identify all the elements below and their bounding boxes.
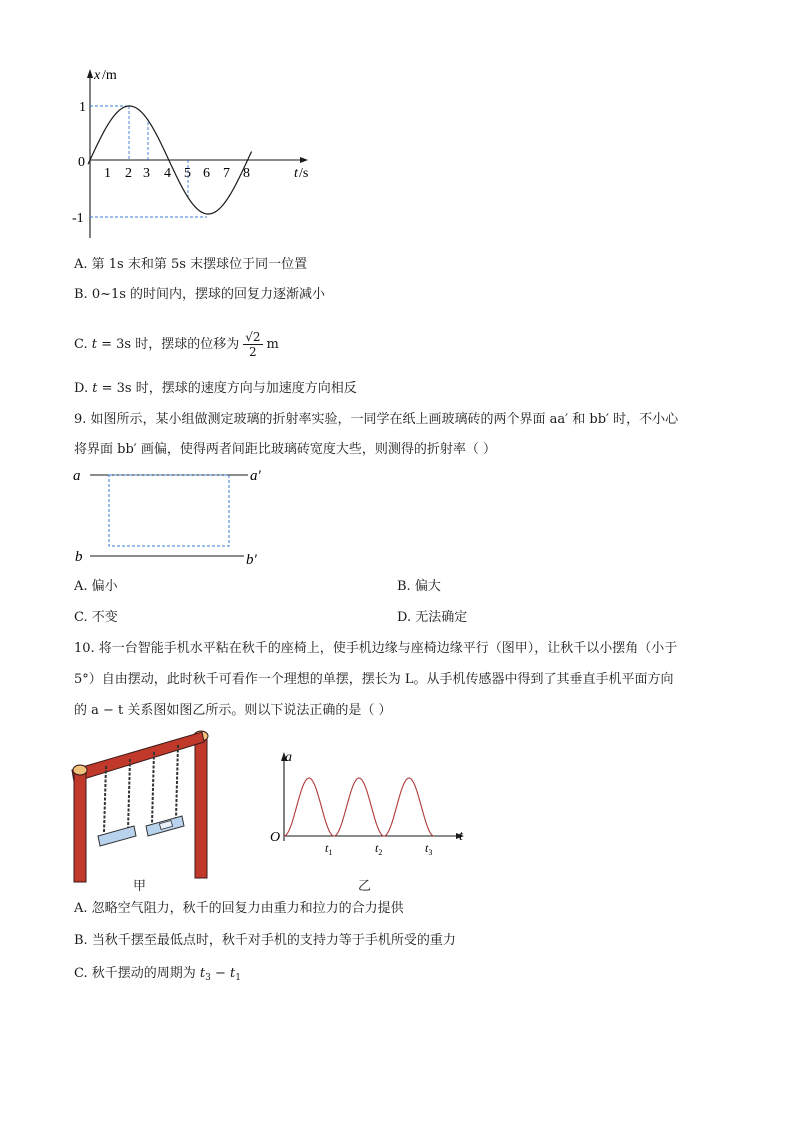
at-t2-label: $t_2$: [375, 841, 383, 857]
q10-option-c: [74, 965, 241, 987]
q10-stem-line3: 的 a − t 关系图如图乙所示。则以下说法正确的是（ ）: [74, 703, 392, 718]
x-tick-8: 8: [243, 166, 250, 181]
q8-d-rest: = 3s 时，摆球的速度方向与加速度方向相反: [97, 381, 357, 396]
q10-c-minus: −: [210, 966, 231, 981]
glass-brick-outline: [109, 475, 229, 546]
swing-illustration: [68, 726, 218, 886]
q8-c-denominator: 2: [249, 345, 257, 359]
q10-c-s3: 3: [205, 973, 211, 983]
q9-option-d: D. 无法确定: [397, 610, 468, 625]
acceleration-curve: [284, 778, 434, 836]
x-tick-4: 4: [164, 166, 171, 181]
y-tick-0: 0: [78, 155, 85, 170]
y-axis-label-unit: /m: [102, 68, 117, 83]
swing-right-post: [195, 738, 207, 878]
q9-option-a: A. 偏小: [74, 579, 118, 594]
x-tick-3: 3: [143, 166, 150, 181]
x-tick-7: 7: [223, 166, 230, 181]
at-y-label: a: [285, 750, 292, 765]
swing-left-post-cap: [73, 765, 87, 775]
y-axis-label-x: x: [94, 68, 101, 83]
q10-c-t1: t: [230, 966, 236, 981]
x-tick-6: 6: [203, 166, 210, 181]
at-t1-label: $t_1$: [325, 841, 333, 857]
q9-option-c: C. 不变: [74, 610, 118, 625]
x-axis-arrow: [300, 157, 308, 163]
label-b: b: [75, 549, 83, 565]
chain-2: [128, 759, 130, 830]
q8-c-var: t: [91, 337, 97, 352]
q8-option-a: A. 第 1s 末和第 5s 末摆球位于同一位置: [74, 257, 308, 272]
q10-c-t3: t: [199, 966, 206, 981]
at-x-label: t: [459, 829, 463, 844]
x-tick-5: 5: [184, 166, 191, 181]
x-axis-label-unit: /s: [299, 166, 309, 181]
q10-option-b: B. 当秋千摆至最低点时，秋千对手机的支持力等于手机所受的重力: [74, 933, 456, 948]
label-a: a: [73, 468, 81, 484]
q8-d-var: t: [92, 381, 98, 396]
q9-stem-line2: 将界面 bb′ 画偏，使得两者间距比玻璃砖宽度大些，则测得的折射率（ ）: [74, 442, 496, 457]
q10-c-prefix: C. 秋千摆动的周期为: [74, 966, 200, 981]
q8-c-mid: = 3s 时，摆球的位移为: [96, 337, 240, 352]
swing-top-beam: [72, 732, 204, 782]
q10-option-a: A. 忽略空气阻力，秋千的回复力由重力和拉力的合力提供: [74, 901, 404, 916]
q8-c-unit: m: [266, 337, 279, 352]
chain-3: [152, 752, 154, 824]
q10-c-s1: 1: [235, 973, 241, 983]
chain-1: [104, 766, 106, 832]
x-tick-1: 1: [104, 166, 111, 181]
q9-option-b: B. 偏大: [397, 579, 441, 594]
acceleration-time-graph: [262, 745, 472, 860]
q8-option-d: [74, 380, 357, 398]
at-t3-label: $t_3$: [425, 841, 433, 857]
x-axis-label-t: t: [294, 166, 298, 181]
label-b-prime: b′: [246, 552, 257, 568]
figure-yi-label: 乙: [358, 879, 372, 894]
glass-brick-figure: [70, 462, 270, 572]
q10-stem-line2: 5°）自由摆动，此时秋千可看作一个理想的单摆，摆长为 L。从手机传感器中得到了其垂直手机平面方向: [74, 672, 674, 687]
y-axis-arrow: [87, 69, 93, 78]
q8-d-prefix: D.: [74, 381, 93, 396]
figure-jia-label: 甲: [133, 879, 147, 894]
y-tick-1: 1: [79, 100, 86, 115]
q10-stem-line1: 10. 将一台智能手机水平粘在秋千的座椅上，使手机边缘与座椅边缘平行（图甲），让秋千以小摆角（小于: [74, 641, 678, 656]
swing-left-post: [74, 770, 86, 882]
y-tick-minus1: -1: [72, 211, 84, 226]
at-origin-label: O: [270, 830, 281, 845]
q8-c-fraction: [243, 330, 262, 359]
displacement-time-graph: [70, 60, 320, 240]
q9-stem-line1: 9. 如图所示，某小组做测定玻璃的折射率实验，一同学在纸上画玻璃砖的两个界面 aa′ 和 bb′ 时，不小心: [74, 412, 679, 427]
q8-option-b: B. 0~1s 的时间内，摆球的回复力逐渐减小: [74, 287, 326, 302]
label-a-prime: a′: [250, 468, 261, 484]
q8-option-c: [74, 330, 279, 359]
x-tick-2: 2: [125, 166, 132, 181]
chain-4: [176, 745, 178, 818]
q8-c-prefix: C.: [74, 337, 92, 352]
q8-c-numerator: √2: [245, 330, 261, 344]
